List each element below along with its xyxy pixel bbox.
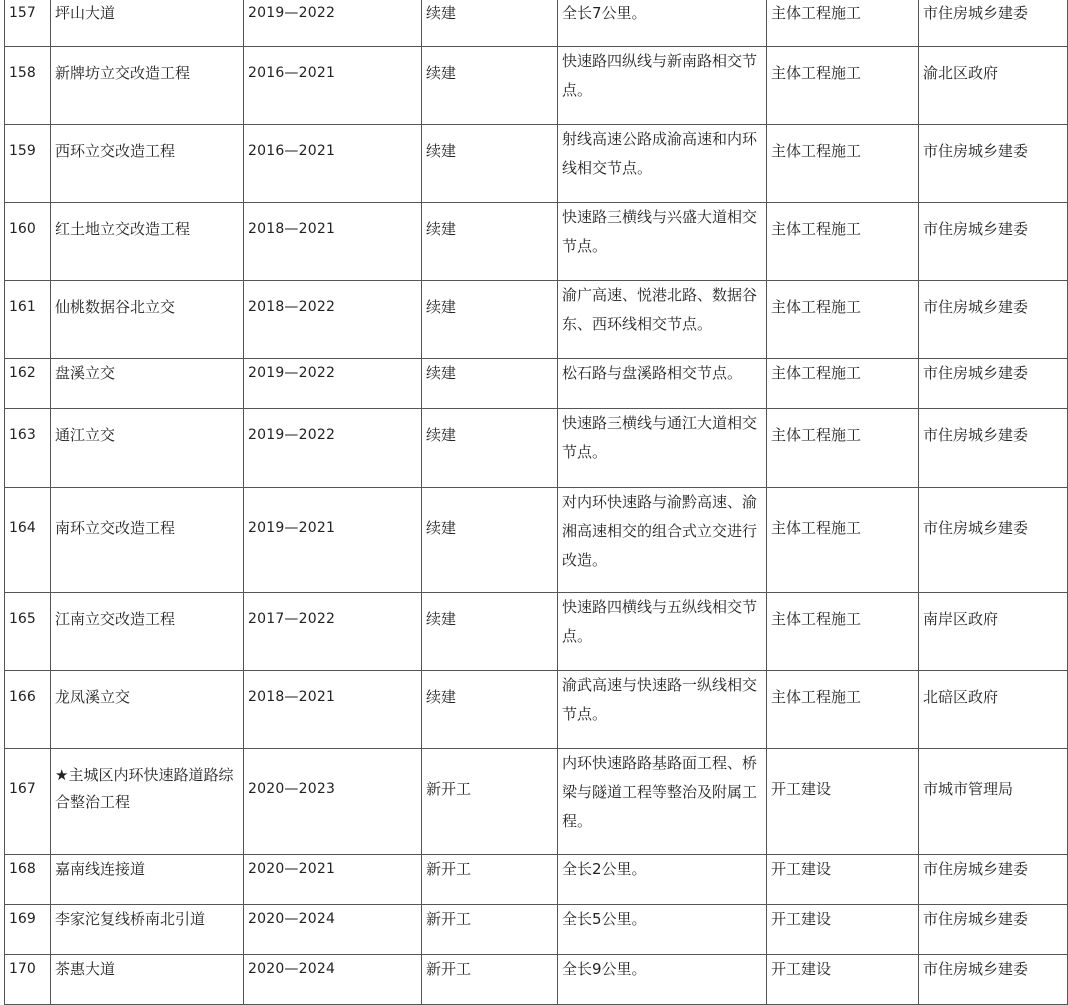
- responsible-unit: 南岸区政府: [923, 610, 999, 628]
- construction-content-cell: [558, 0, 767, 47]
- progress-phase-cell: [767, 359, 919, 409]
- construction-period-cell: [244, 0, 422, 47]
- construction-content: 全长2公里。: [562, 860, 647, 878]
- construction-period-cell: [244, 749, 422, 855]
- construction-content: 快速路四横线与五纵线相交节点。: [562, 598, 758, 645]
- project-name-cell: [51, 671, 244, 749]
- row-number-cell: [5, 905, 51, 955]
- build-status-cell: [422, 281, 558, 359]
- project-name: 盘溪立交: [55, 364, 116, 382]
- progress-phase-cell: [767, 409, 919, 488]
- row-number: 159: [9, 143, 36, 159]
- construction-period-cell: [244, 47, 422, 125]
- progress-phase: 主体工程施工: [771, 364, 862, 382]
- project-name: 嘉南线连接道: [55, 860, 146, 878]
- responsible-unit-cell: [919, 671, 1068, 749]
- progress-phase: 主体工程施工: [771, 64, 862, 82]
- project-name-cell: [51, 855, 244, 905]
- construction-content: 内环快速路路基路面工程、桥梁与隧道工程等整治及附属工程。: [562, 754, 758, 830]
- row-number: 162: [9, 365, 36, 381]
- project-name: 西环立交改造工程: [55, 142, 176, 160]
- progress-phase: 主体工程施工: [771, 610, 862, 628]
- construction-content-cell: [558, 281, 767, 359]
- build-status-cell: [422, 0, 558, 47]
- row-number: 167: [9, 781, 36, 797]
- progress-phase-cell: [767, 0, 919, 47]
- row-number: 165: [9, 611, 36, 627]
- construction-content: 快速路四纵线与新南路相交节点。: [562, 52, 758, 99]
- project-name: 龙凤溪立交: [55, 688, 131, 706]
- build-status: 续建: [426, 426, 457, 444]
- construction-content-cell: [558, 905, 767, 955]
- responsible-unit-cell: [919, 488, 1068, 593]
- construction-period: 2019—2021: [248, 520, 336, 536]
- project-name-cell: [51, 488, 244, 593]
- responsible-unit-cell: [919, 855, 1068, 905]
- progress-phase-cell: [767, 593, 919, 671]
- row-number-cell: [5, 955, 51, 1005]
- construction-period: 2020—2024: [248, 911, 336, 927]
- progress-phase: 主体工程施工: [771, 298, 862, 316]
- progress-phase: 开工建设: [771, 960, 832, 978]
- construction-content-cell: [558, 409, 767, 488]
- project-name: 茶惠大道: [55, 960, 116, 978]
- construction-content: 快速路三横线与通江大道相交节点。: [562, 414, 758, 461]
- row-number: 158: [9, 65, 36, 81]
- table-row: [5, 905, 1068, 955]
- build-status: 新开工: [426, 780, 472, 798]
- project-name-cell: [51, 359, 244, 409]
- construction-period: 2020—2023: [248, 781, 336, 797]
- construction-content: 全长5公里。: [562, 910, 647, 928]
- responsible-unit: 市住房城乡建委: [923, 910, 1029, 928]
- row-number: 164: [9, 520, 36, 536]
- row-number-cell: [5, 593, 51, 671]
- responsible-unit: 渝北区政府: [923, 64, 999, 82]
- build-status-cell: [422, 905, 558, 955]
- row-number: 166: [9, 689, 36, 705]
- build-status: 续建: [426, 688, 457, 706]
- row-number-cell: [5, 281, 51, 359]
- responsible-unit-cell: [919, 0, 1068, 47]
- progress-phase-cell: [767, 488, 919, 593]
- table-row: [5, 359, 1068, 409]
- responsible-unit-cell: [919, 593, 1068, 671]
- responsible-unit: 市城市管理局: [923, 780, 1014, 798]
- responsible-unit: 市住房城乡建委: [923, 364, 1029, 382]
- progress-phase-cell: [767, 47, 919, 125]
- project-name: 江南立交改造工程: [55, 610, 176, 628]
- progress-phase-cell: [767, 671, 919, 749]
- project-name: ★主城区内环快速路道路综合整治工程: [55, 766, 234, 811]
- responsible-unit: 市住房城乡建委: [923, 220, 1029, 238]
- project-name-cell: [51, 0, 244, 47]
- responsible-unit-cell: [919, 409, 1068, 488]
- responsible-unit-cell: [919, 955, 1068, 1005]
- project-name: 李家沱复线桥南北引道: [55, 910, 206, 928]
- build-status: 续建: [426, 220, 457, 238]
- build-status-cell: [422, 593, 558, 671]
- row-number-cell: [5, 409, 51, 488]
- construction-content-cell: [558, 359, 767, 409]
- project-name-cell: [51, 955, 244, 1005]
- construction-period: 2019—2022: [248, 427, 336, 443]
- table-row: [5, 203, 1068, 281]
- row-number-cell: [5, 47, 51, 125]
- project-name-cell: [51, 281, 244, 359]
- construction-content: 全长7公里。: [562, 4, 647, 22]
- construction-content: 松石路与盘溪路相交节点。: [562, 364, 743, 382]
- build-status-cell: [422, 855, 558, 905]
- project-name-cell: [51, 905, 244, 955]
- row-number: 160: [9, 221, 36, 237]
- construction-period-cell: [244, 488, 422, 593]
- construction-content: 对内环快速路与渝黔高速、渝湘高速相交的组合式立交进行改造。: [562, 493, 758, 569]
- progress-phase: 开工建设: [771, 910, 832, 928]
- construction-period-cell: [244, 203, 422, 281]
- construction-content: 渝广高速、悦港北路、数据谷东、西环线相交节点。: [562, 286, 758, 333]
- row-number-cell: [5, 855, 51, 905]
- project-name-cell: [51, 47, 244, 125]
- build-status: 续建: [426, 4, 457, 22]
- progress-phase-cell: [767, 955, 919, 1005]
- responsible-unit-cell: [919, 125, 1068, 203]
- row-number-cell: [5, 203, 51, 281]
- build-status: 续建: [426, 298, 457, 316]
- progress-phase-cell: [767, 125, 919, 203]
- construction-period: 2016—2021: [248, 143, 336, 159]
- row-number-cell: [5, 125, 51, 203]
- project-name-cell: [51, 409, 244, 488]
- construction-content-cell: [558, 955, 767, 1005]
- construction-period-cell: [244, 281, 422, 359]
- responsible-unit-cell: [919, 203, 1068, 281]
- table-row: [5, 671, 1068, 749]
- progress-phase: 主体工程施工: [771, 142, 862, 160]
- table-row: [5, 47, 1068, 125]
- construction-period: 2016—2021: [248, 65, 336, 81]
- responsible-unit-cell: [919, 47, 1068, 125]
- construction-period-cell: [244, 409, 422, 488]
- build-status-cell: [422, 359, 558, 409]
- build-status: 新开工: [426, 910, 472, 928]
- construction-content-cell: [558, 593, 767, 671]
- progress-phase: 主体工程施工: [771, 426, 862, 444]
- responsible-unit-cell: [919, 359, 1068, 409]
- build-status: 续建: [426, 142, 457, 160]
- construction-period: 2019—2022: [248, 365, 336, 381]
- responsible-unit: 市住房城乡建委: [923, 519, 1029, 537]
- row-number: 163: [9, 427, 36, 443]
- construction-period: 2018—2022: [248, 299, 336, 315]
- responsible-unit-cell: [919, 905, 1068, 955]
- project-name: 南环立交改造工程: [55, 519, 176, 537]
- responsible-unit: 市住房城乡建委: [923, 4, 1029, 22]
- build-status: 续建: [426, 64, 457, 82]
- responsible-unit-cell: [919, 749, 1068, 855]
- construction-period-cell: [244, 905, 422, 955]
- construction-content: 快速路三横线与兴盛大道相交节点。: [562, 208, 758, 255]
- table-row: [5, 281, 1068, 359]
- progress-phase: 主体工程施工: [771, 688, 862, 706]
- progress-phase: 开工建设: [771, 780, 832, 798]
- build-status: 续建: [426, 519, 457, 537]
- row-number: 168: [9, 861, 36, 877]
- construction-content-cell: [558, 125, 767, 203]
- construction-period: 2018—2021: [248, 689, 336, 705]
- row-number: 170: [9, 961, 36, 977]
- responsible-unit: 市住房城乡建委: [923, 298, 1029, 316]
- construction-period: 2017—2022: [248, 611, 336, 627]
- row-number-cell: [5, 0, 51, 47]
- build-status: 续建: [426, 610, 457, 628]
- construction-content: 射线高速公路成渝高速和内环线相交节点。: [562, 130, 758, 177]
- progress-phase-cell: [767, 855, 919, 905]
- build-status-cell: [422, 47, 558, 125]
- progress-phase: 开工建设: [771, 860, 832, 878]
- project-name: 坪山大道: [55, 4, 116, 22]
- construction-period-cell: [244, 955, 422, 1005]
- construction-content-cell: [558, 749, 767, 855]
- row-number: 161: [9, 299, 36, 315]
- table-row: [5, 855, 1068, 905]
- row-number-cell: [5, 359, 51, 409]
- construction-content: 渝武高速与快速路一纵线相交节点。: [562, 676, 758, 723]
- project-name-cell: [51, 203, 244, 281]
- table-row: [5, 593, 1068, 671]
- row-number-cell: [5, 488, 51, 593]
- row-number-cell: [5, 749, 51, 855]
- construction-period-cell: [244, 671, 422, 749]
- construction-content-cell: [558, 855, 767, 905]
- project-table: [4, 0, 1068, 1005]
- progress-phase-cell: [767, 749, 919, 855]
- project-name-cell: [51, 125, 244, 203]
- construction-period: 2019—2022: [248, 5, 336, 21]
- project-name: 仙桃数据谷北立交: [55, 298, 176, 316]
- construction-period: 2018—2021: [248, 221, 336, 237]
- construction-period: 2020—2021: [248, 861, 336, 877]
- progress-phase-cell: [767, 203, 919, 281]
- build-status: 新开工: [426, 860, 472, 878]
- project-name-cell: [51, 593, 244, 671]
- project-name: 新牌坊立交改造工程: [55, 64, 191, 82]
- table-row: [5, 125, 1068, 203]
- row-number-cell: [5, 671, 51, 749]
- construction-period-cell: [244, 359, 422, 409]
- construction-period-cell: [244, 855, 422, 905]
- progress-phase: 主体工程施工: [771, 4, 862, 22]
- build-status-cell: [422, 671, 558, 749]
- build-status-cell: [422, 125, 558, 203]
- progress-phase: 主体工程施工: [771, 519, 862, 537]
- table-row: [5, 488, 1068, 593]
- project-name: 红土地立交改造工程: [55, 220, 191, 238]
- construction-content-cell: [558, 203, 767, 281]
- build-status-cell: [422, 488, 558, 593]
- responsible-unit-cell: [919, 281, 1068, 359]
- table-row: [5, 749, 1068, 855]
- progress-phase-cell: [767, 905, 919, 955]
- construction-period-cell: [244, 593, 422, 671]
- project-name: 通江立交: [55, 426, 116, 444]
- row-number: 157: [9, 5, 36, 21]
- construction-content-cell: [558, 671, 767, 749]
- project-name-cell: [51, 749, 244, 855]
- table-row: [5, 409, 1068, 488]
- progress-phase: 主体工程施工: [771, 220, 862, 238]
- table-row: [5, 955, 1068, 1005]
- construction-content-cell: [558, 488, 767, 593]
- row-number: 169: [9, 911, 36, 927]
- responsible-unit: 市住房城乡建委: [923, 960, 1029, 978]
- build-status-cell: [422, 203, 558, 281]
- build-status-cell: [422, 409, 558, 488]
- progress-phase-cell: [767, 281, 919, 359]
- build-status-cell: [422, 749, 558, 855]
- responsible-unit: 市住房城乡建委: [923, 860, 1029, 878]
- construction-content: 全长9公里。: [562, 960, 647, 978]
- construction-period-cell: [244, 125, 422, 203]
- build-status: 新开工: [426, 960, 472, 978]
- responsible-unit: 北碚区政府: [923, 688, 999, 706]
- construction-period: 2020—2024: [248, 961, 336, 977]
- build-status: 续建: [426, 364, 457, 382]
- construction-content-cell: [558, 47, 767, 125]
- table-row: [5, 0, 1068, 47]
- project-table-body: [5, 0, 1068, 1005]
- build-status-cell: [422, 955, 558, 1005]
- responsible-unit: 市住房城乡建委: [923, 426, 1029, 444]
- responsible-unit: 市住房城乡建委: [923, 142, 1029, 160]
